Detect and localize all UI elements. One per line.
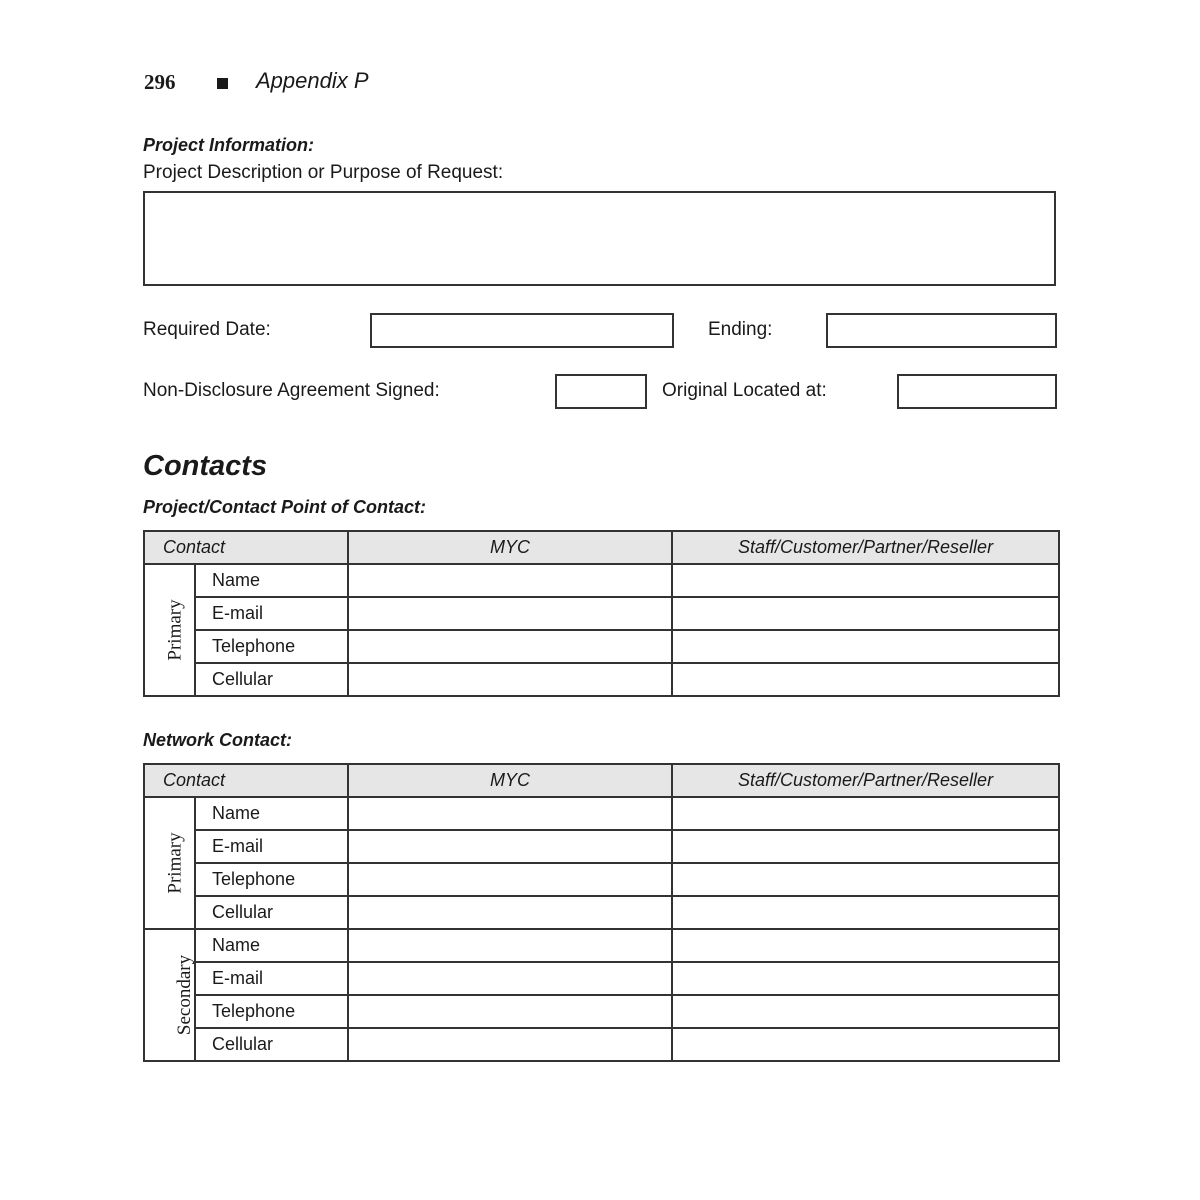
- myc-cell[interactable]: [348, 797, 672, 830]
- project-info-heading: Project Information:: [143, 135, 315, 155]
- required-date-label: Required Date:: [143, 319, 271, 340]
- table-row: [144, 663, 1059, 696]
- table-row: [144, 962, 1059, 995]
- table-row: [144, 564, 1059, 597]
- staff-cell[interactable]: [672, 1028, 1059, 1061]
- myc-cell[interactable]: [348, 663, 672, 696]
- table-row: [144, 1028, 1059, 1061]
- staff-cell[interactable]: [672, 597, 1059, 630]
- myc-cell[interactable]: [348, 929, 672, 962]
- field-label: Telephone: [195, 630, 348, 663]
- field-label: Name: [195, 564, 348, 597]
- column-header-contact: Contact: [144, 764, 348, 797]
- project-poc-heading: Project/Contact Point of Contact:: [143, 497, 426, 517]
- description-textarea[interactable]: [143, 191, 1056, 286]
- page-number: 296: [144, 70, 176, 94]
- myc-cell[interactable]: [348, 1028, 672, 1061]
- staff-cell[interactable]: [672, 896, 1059, 929]
- myc-cell[interactable]: [348, 995, 672, 1028]
- myc-cell[interactable]: [348, 896, 672, 929]
- field-label: Cellular: [195, 896, 348, 929]
- original-located-input[interactable]: [897, 374, 1057, 409]
- network-contact-table: [143, 763, 1060, 1062]
- original-located-label: Original Located at:: [662, 380, 827, 401]
- required-date-input[interactable]: [370, 313, 674, 348]
- staff-cell[interactable]: [672, 995, 1059, 1028]
- group-label-text: Primary: [164, 832, 186, 894]
- staff-cell[interactable]: [672, 630, 1059, 663]
- staff-cell[interactable]: [672, 863, 1059, 896]
- myc-cell[interactable]: [348, 962, 672, 995]
- group-label-primary: [144, 797, 195, 929]
- myc-cell[interactable]: [348, 564, 672, 597]
- table-row: [144, 929, 1059, 962]
- field-label: Name: [195, 929, 348, 962]
- column-header-myc: MYC: [348, 764, 672, 797]
- myc-cell[interactable]: [348, 630, 672, 663]
- column-header-staff: Staff/Customer/Partner/Reseller: [672, 531, 1059, 564]
- ending-input[interactable]: [826, 313, 1057, 348]
- table-row: [144, 830, 1059, 863]
- field-label: Name: [195, 797, 348, 830]
- staff-cell[interactable]: [672, 830, 1059, 863]
- nda-label: Non-Disclosure Agreement Signed:: [143, 380, 440, 401]
- table-row: [144, 896, 1059, 929]
- group-label-text: Secondary: [174, 954, 196, 1036]
- field-label: E-mail: [195, 597, 348, 630]
- table-row: [144, 995, 1059, 1028]
- field-label: Telephone: [195, 995, 348, 1028]
- staff-cell[interactable]: [672, 929, 1059, 962]
- group-label-text: Primary: [164, 599, 186, 661]
- myc-cell[interactable]: [348, 863, 672, 896]
- nda-input[interactable]: [555, 374, 647, 409]
- staff-cell[interactable]: [672, 663, 1059, 696]
- staff-cell[interactable]: [672, 962, 1059, 995]
- table-row: [144, 630, 1059, 663]
- column-header-myc: MYC: [348, 531, 672, 564]
- contacts-title: Contacts: [143, 450, 268, 482]
- table-header-row: [144, 764, 1059, 797]
- field-label: E-mail: [195, 962, 348, 995]
- appendix-title: Appendix P: [256, 68, 369, 93]
- table-row: [144, 597, 1059, 630]
- field-label: E-mail: [195, 830, 348, 863]
- staff-cell[interactable]: [672, 564, 1059, 597]
- ending-label: Ending:: [708, 319, 773, 340]
- table-header-row: [144, 531, 1059, 564]
- project-poc-table: [143, 530, 1060, 697]
- table-row: [144, 863, 1059, 896]
- field-label: Cellular: [195, 1028, 348, 1061]
- column-header-staff: Staff/Customer/Partner/Reseller: [672, 764, 1059, 797]
- staff-cell[interactable]: [672, 797, 1059, 830]
- column-header-contact: Contact: [144, 531, 348, 564]
- group-label-secondary: [144, 929, 195, 1061]
- field-label: Cellular: [195, 663, 348, 696]
- myc-cell[interactable]: [348, 597, 672, 630]
- description-label: Project Description or Purpose of Request:: [143, 162, 504, 183]
- network-contact-heading: Network Contact:: [143, 730, 293, 750]
- myc-cell[interactable]: [348, 830, 672, 863]
- group-label-primary: [144, 564, 195, 696]
- square-bullet-icon: [217, 78, 228, 89]
- field-label: Telephone: [195, 863, 348, 896]
- table-row: [144, 797, 1059, 830]
